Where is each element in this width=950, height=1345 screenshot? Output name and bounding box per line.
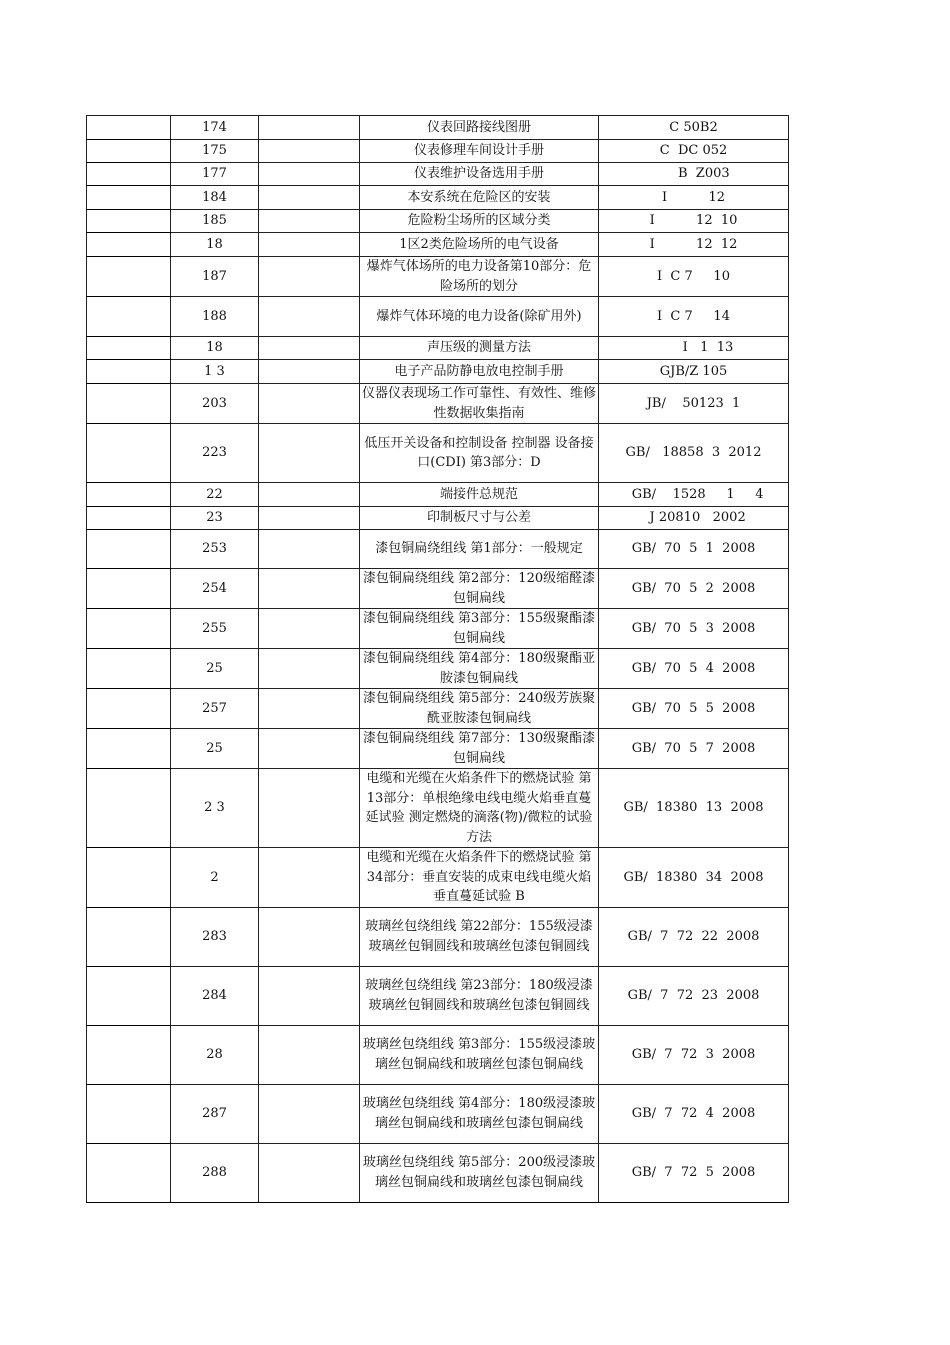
standards-table [86, 115, 789, 1203]
blank-cell [87, 689, 171, 729]
row-number-cell: 25 [171, 649, 259, 689]
table-row [87, 609, 789, 649]
standard-title-cell: 爆炸气体场所的电力设备第10部分：危险场所的划分 [360, 257, 599, 297]
standard-title-cell: 漆包铜扁绕组线 第7部分：130级聚酯漆包铜扁线 [360, 729, 599, 769]
row-number-cell: 187 [171, 257, 259, 297]
standard-title-cell: 漆包铜扁绕组线 第1部分：一般规定 [360, 530, 599, 569]
standard-code-cell: J 20810 2002 [599, 507, 789, 530]
standard-code-cell: GB/ 7 72 22 2008 [599, 907, 789, 966]
standard-code-cell: I 1 13 [599, 337, 789, 360]
standard-code-cell: GB/ 70 5 3 2008 [599, 609, 789, 649]
blank-cell [259, 907, 360, 966]
blank-cell [87, 140, 171, 163]
blank-cell [259, 297, 360, 337]
standard-title-cell: 低压开关设备和控制设备 控制器 设备接口(CDI) 第3部分：D [360, 424, 599, 483]
table-row [87, 1084, 789, 1143]
row-number-cell: 2 [171, 848, 259, 908]
standard-title-cell: 漆包铜扁绕组线 第5部分：240级芳族聚酰亚胺漆包铜扁线 [360, 689, 599, 729]
standard-title-cell: 端接件总规范 [360, 483, 599, 507]
standard-title-cell: 玻璃丝包绕组线 第22部分：155级浸漆玻璃丝包铜圆线和玻璃丝包漆包铜圆线 [360, 907, 599, 966]
blank-cell [259, 1025, 360, 1084]
standard-title-cell: 爆炸气体环境的电力设备(除矿用外) [360, 297, 599, 337]
table-row [87, 360, 789, 384]
standard-title-cell: 漆包铜扁绕组线 第3部分：155级聚酯漆包铜扁线 [360, 609, 599, 649]
row-number-cell: 188 [171, 297, 259, 337]
blank-cell [259, 140, 360, 163]
standard-code-cell: C DC 052 [599, 140, 789, 163]
table-row [87, 337, 789, 360]
blank-cell [87, 337, 171, 360]
row-number-cell: 185 [171, 210, 259, 233]
standard-code-cell: GB/ 70 5 5 2008 [599, 689, 789, 729]
blank-cell [87, 907, 171, 966]
table-row [87, 186, 789, 210]
blank-cell [259, 1084, 360, 1143]
blank-cell [87, 116, 171, 140]
standard-title-cell: 漆包铜扁绕组线 第2部分：120级缩醛漆包铜扁线 [360, 569, 599, 609]
blank-cell [87, 966, 171, 1025]
blank-cell [87, 530, 171, 569]
row-number-cell: 23 [171, 507, 259, 530]
blank-cell [259, 649, 360, 689]
blank-cell [259, 530, 360, 569]
table-body [87, 116, 789, 1203]
standard-title-cell: 本安系统在危险区的安装 [360, 186, 599, 210]
blank-cell [87, 507, 171, 530]
blank-cell [259, 729, 360, 769]
row-number-cell: 283 [171, 907, 259, 966]
row-number-cell: 284 [171, 966, 259, 1025]
blank-cell [87, 297, 171, 337]
table-row [87, 966, 789, 1025]
blank-cell [87, 1084, 171, 1143]
blank-cell [259, 210, 360, 233]
row-number-cell: 18 [171, 337, 259, 360]
table-row [87, 649, 789, 689]
standard-title-cell: 电缆和光缆在火焰条件下的燃烧试验 第13部分：单根绝缘电线电缆火焰垂直蔓延试验 测定燃烧的滴落(物)/微粒的试验方法 [360, 769, 599, 848]
standard-title-cell: 电子产品防静电放电控制手册 [360, 360, 599, 384]
row-number-cell: 288 [171, 1143, 259, 1202]
blank-cell [259, 233, 360, 257]
row-number-cell: 25 [171, 729, 259, 769]
table-row [87, 907, 789, 966]
row-number-cell: 287 [171, 1084, 259, 1143]
blank-cell [87, 649, 171, 689]
table-row [87, 569, 789, 609]
row-number-cell: 28 [171, 1025, 259, 1084]
row-number-cell: 253 [171, 530, 259, 569]
standard-code-cell: GB/ 7 72 4 2008 [599, 1084, 789, 1143]
standard-code-cell: I 12 10 [599, 210, 789, 233]
blank-cell [259, 483, 360, 507]
table-row [87, 530, 789, 569]
blank-cell [87, 848, 171, 908]
standard-code-cell: GB/ 18380 13 2008 [599, 769, 789, 848]
standard-title-cell: 仪表回路接线图册 [360, 116, 599, 140]
standard-title-cell: 玻璃丝包绕组线 第5部分：200级浸漆玻璃丝包铜扁线和玻璃丝包漆包铜扁线 [360, 1143, 599, 1202]
blank-cell [87, 233, 171, 257]
row-number-cell: 254 [171, 569, 259, 609]
standard-title-cell: 声压级的测量方法 [360, 337, 599, 360]
table-row [87, 1025, 789, 1084]
table-row [87, 210, 789, 233]
standard-code-cell: GJB/Z 105 [599, 360, 789, 384]
blank-cell [259, 163, 360, 186]
standard-title-cell: 电缆和光缆在火焰条件下的燃烧试验 第34部分：垂直安装的成束电线电缆火焰垂直蔓延试验 B [360, 848, 599, 908]
blank-cell [87, 424, 171, 483]
blank-cell [259, 609, 360, 649]
blank-cell [87, 163, 171, 186]
standard-code-cell: JB/ 50123 1 [599, 384, 789, 424]
standard-code-cell: GB/ 18380 34 2008 [599, 848, 789, 908]
row-number-cell: 2 3 [171, 769, 259, 848]
table-row [87, 233, 789, 257]
table-row [87, 729, 789, 769]
table-row [87, 769, 789, 848]
table-row [87, 116, 789, 140]
table-row [87, 1143, 789, 1202]
standard-title-cell: 漆包铜扁绕组线 第4部分：180级聚酯亚胺漆包铜扁线 [360, 649, 599, 689]
blank-cell [87, 186, 171, 210]
blank-cell [87, 569, 171, 609]
blank-cell [259, 424, 360, 483]
row-number-cell: 175 [171, 140, 259, 163]
blank-cell [259, 769, 360, 848]
standard-title-cell: 仪器仪表现场工作可靠性、有效性、维修性数据收集指南 [360, 384, 599, 424]
standard-title-cell: 印制板尺寸与公差 [360, 507, 599, 530]
blank-cell [87, 360, 171, 384]
standard-code-cell: GB/ 7 72 5 2008 [599, 1143, 789, 1202]
standard-code-cell: I 12 [599, 186, 789, 210]
standard-code-cell: C 50B2 [599, 116, 789, 140]
standard-code-cell: GB/ 70 5 4 2008 [599, 649, 789, 689]
table-row [87, 140, 789, 163]
blank-cell [87, 210, 171, 233]
table-row [87, 257, 789, 297]
standard-title-cell: 危险粉尘场所的区域分类 [360, 210, 599, 233]
row-number-cell: 18 [171, 233, 259, 257]
blank-cell [259, 689, 360, 729]
table-row [87, 163, 789, 186]
blank-cell [259, 1143, 360, 1202]
standard-title-cell: 玻璃丝包绕组线 第4部分：180级浸漆玻璃丝包铜扁线和玻璃丝包漆包铜扁线 [360, 1084, 599, 1143]
table-row [87, 384, 789, 424]
blank-cell [259, 384, 360, 424]
standard-title-cell: 仪表维护设备选用手册 [360, 163, 599, 186]
blank-cell [259, 966, 360, 1025]
standard-title-cell: 1区2类危险场所的电气设备 [360, 233, 599, 257]
blank-cell [259, 116, 360, 140]
standard-code-cell: GB/ 70 5 2 2008 [599, 569, 789, 609]
standard-code-cell: I C 7 14 [599, 297, 789, 337]
row-number-cell: 174 [171, 116, 259, 140]
row-number-cell: 255 [171, 609, 259, 649]
blank-cell [87, 729, 171, 769]
row-number-cell: 177 [171, 163, 259, 186]
blank-cell [87, 257, 171, 297]
row-number-cell: 22 [171, 483, 259, 507]
standard-code-cell: GB/ 7 72 3 2008 [599, 1025, 789, 1084]
standard-code-cell: GB/ 1528 1 4 [599, 483, 789, 507]
row-number-cell: 203 [171, 384, 259, 424]
standard-title-cell: 仪表修理车间设计手册 [360, 140, 599, 163]
blank-cell [259, 360, 360, 384]
standard-title-cell: 玻璃丝包绕组线 第23部分：180级浸漆玻璃丝包铜圆线和玻璃丝包漆包铜圆线 [360, 966, 599, 1025]
standard-code-cell: I C 7 10 [599, 257, 789, 297]
row-number-cell: 223 [171, 424, 259, 483]
standard-title-cell: 玻璃丝包绕组线 第3部分：155级浸漆玻璃丝包铜扁线和玻璃丝包漆包铜扁线 [360, 1025, 599, 1084]
table-row [87, 689, 789, 729]
row-number-cell: 1 3 [171, 360, 259, 384]
table-row [87, 483, 789, 507]
standard-code-cell: I 12 12 [599, 233, 789, 257]
table-row [87, 424, 789, 483]
standard-code-cell: GB/ 7 72 23 2008 [599, 966, 789, 1025]
table-row [87, 297, 789, 337]
row-number-cell: 257 [171, 689, 259, 729]
blank-cell [87, 1025, 171, 1084]
blank-cell [259, 507, 360, 530]
table-row [87, 848, 789, 908]
standard-code-cell: B Z003 [599, 163, 789, 186]
blank-cell [87, 384, 171, 424]
blank-cell [259, 569, 360, 609]
standard-code-cell: GB/ 70 5 7 2008 [599, 729, 789, 769]
blank-cell [259, 337, 360, 360]
row-number-cell: 184 [171, 186, 259, 210]
blank-cell [259, 186, 360, 210]
blank-cell [259, 848, 360, 908]
blank-cell [87, 483, 171, 507]
blank-cell [87, 609, 171, 649]
blank-cell [87, 769, 171, 848]
standard-code-cell: GB/ 18858 3 2012 [599, 424, 789, 483]
table-row [87, 507, 789, 530]
blank-cell [87, 1143, 171, 1202]
blank-cell [259, 257, 360, 297]
standard-code-cell: GB/ 70 5 1 2008 [599, 530, 789, 569]
